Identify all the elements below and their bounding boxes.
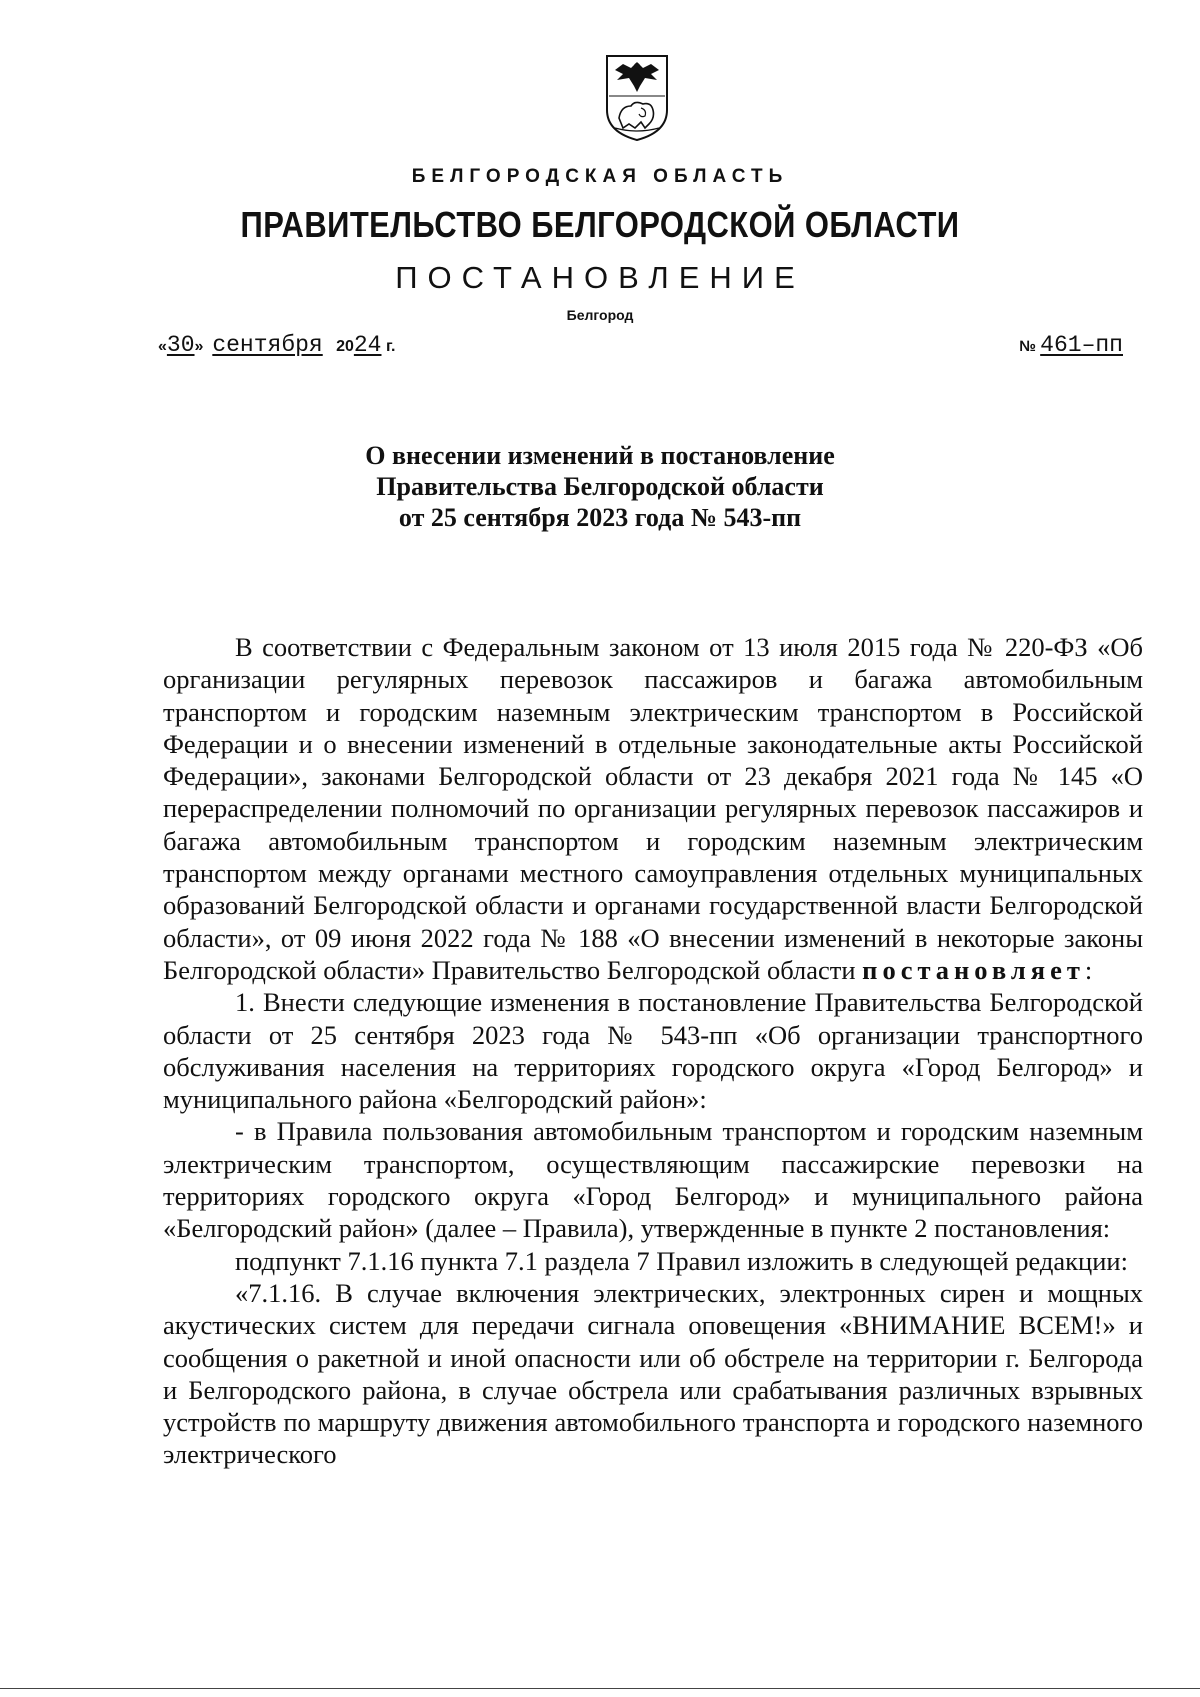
paragraph-new-wording: «7.1.16. В случае включения электрических, электронных сирен и мощных акустических систем для передачи сигнала оповещения «ВНИМАНИЕ ВСЕМ!» и сообщения о ракетной и иной опасности или об обстреле на территории г. Белгорода и Белгородского района, в случае обстрела или срабатывания различных взрывных устройств по маршруту движения автомобильного транспорта и городского наземного электрического	[163, 1277, 1143, 1470]
resolution-keyword: постановляет	[862, 954, 1085, 985]
date-year-suffix: 24	[353, 332, 382, 358]
paragraph-subitem: подпункт 7.1.16 пункта 7.1 раздела 7 Правил изложить в следующей редакции:	[235, 1245, 1128, 1276]
date-open-quote: «	[158, 338, 167, 355]
title-line-2: Правительства Белгородской области	[376, 472, 824, 501]
number-value: 461–пп	[1040, 332, 1123, 358]
date-year-mark: г.	[385, 338, 396, 355]
government-title: ПРАВИТЕЛЬСТВО БЕЛГОРОДСКОЙ ОБЛАСТИ	[240, 204, 960, 245]
date-month: сентября	[212, 332, 323, 358]
date-day: 30	[166, 332, 195, 358]
document-date	[158, 332, 395, 358]
date-close-quote: »	[194, 338, 204, 355]
title-line-3: от 25 сентября 2023 года № 543-пп	[398, 503, 802, 532]
coat-of-arms-emblem	[601, 52, 673, 144]
number-label: №	[1019, 338, 1036, 355]
city-name: Белгород	[566, 307, 634, 323]
preamble-end: :	[1084, 954, 1093, 985]
document-title	[0, 440, 1200, 533]
page-bottom-line	[0, 1688, 1200, 1689]
region-name: БЕЛГОРОДСКАЯ ОБЛАСТЬ	[411, 166, 789, 187]
date-number-row	[158, 332, 1123, 366]
document-body	[163, 631, 1143, 1471]
paragraph-item-1: 1. Внести следующие изменения в постановление Правительства Белгородской области от 25 сентября 2023 года № 543-пп «Об организации транспортного обслуживания населения на территориях городского округа «Город Белгород» и муниципального района «Белгородский район»:	[163, 987, 1143, 1115]
document-number	[1019, 332, 1123, 358]
document-type: ПОСТАНОВЛЕНИЕ	[395, 260, 805, 295]
title-line-1: О внесении изменений в постановление	[365, 441, 835, 470]
date-year-prefix: 20	[336, 338, 354, 355]
paragraph-rules-amendment: - в Правила пользования автомобильным транспортом и городским наземным электрическим транспортом, осуществляющим пассажирские перевозки на территориях городского округа «Город Белгород» и муниципального района «Белгородский район» (далее – Правила), утвержденные в пункте 2 постановления:	[163, 1116, 1143, 1244]
paragraph-preamble	[163, 631, 1143, 986]
preamble-text: В соответствии с Федеральным законом от 13 июля 2015 года № 220-ФЗ «Об организации регулярных перевозок пассажиров и багажа автомобильным транспортом и городским наземным электрическим транспортом в Российской Федерации и о внесении изменений в отдельные законодательные акты Российской Федерации», законами Белгородской области от 23 декабря 2021 года № 145 «О перераспределении полномочий по организации регулярных перевозок пассажиров и багажа автомобильным транспортом и городским наземным электрическим транспортом между органами местного самоуправления отдельных муниципальных образований Белгородской области и органами государственной власти Белгородской области», от 09 июня 2022 года № 188 «О внесении изменений в некоторые законы Белгородской области» Правительство Белгородской области	[163, 632, 1143, 985]
